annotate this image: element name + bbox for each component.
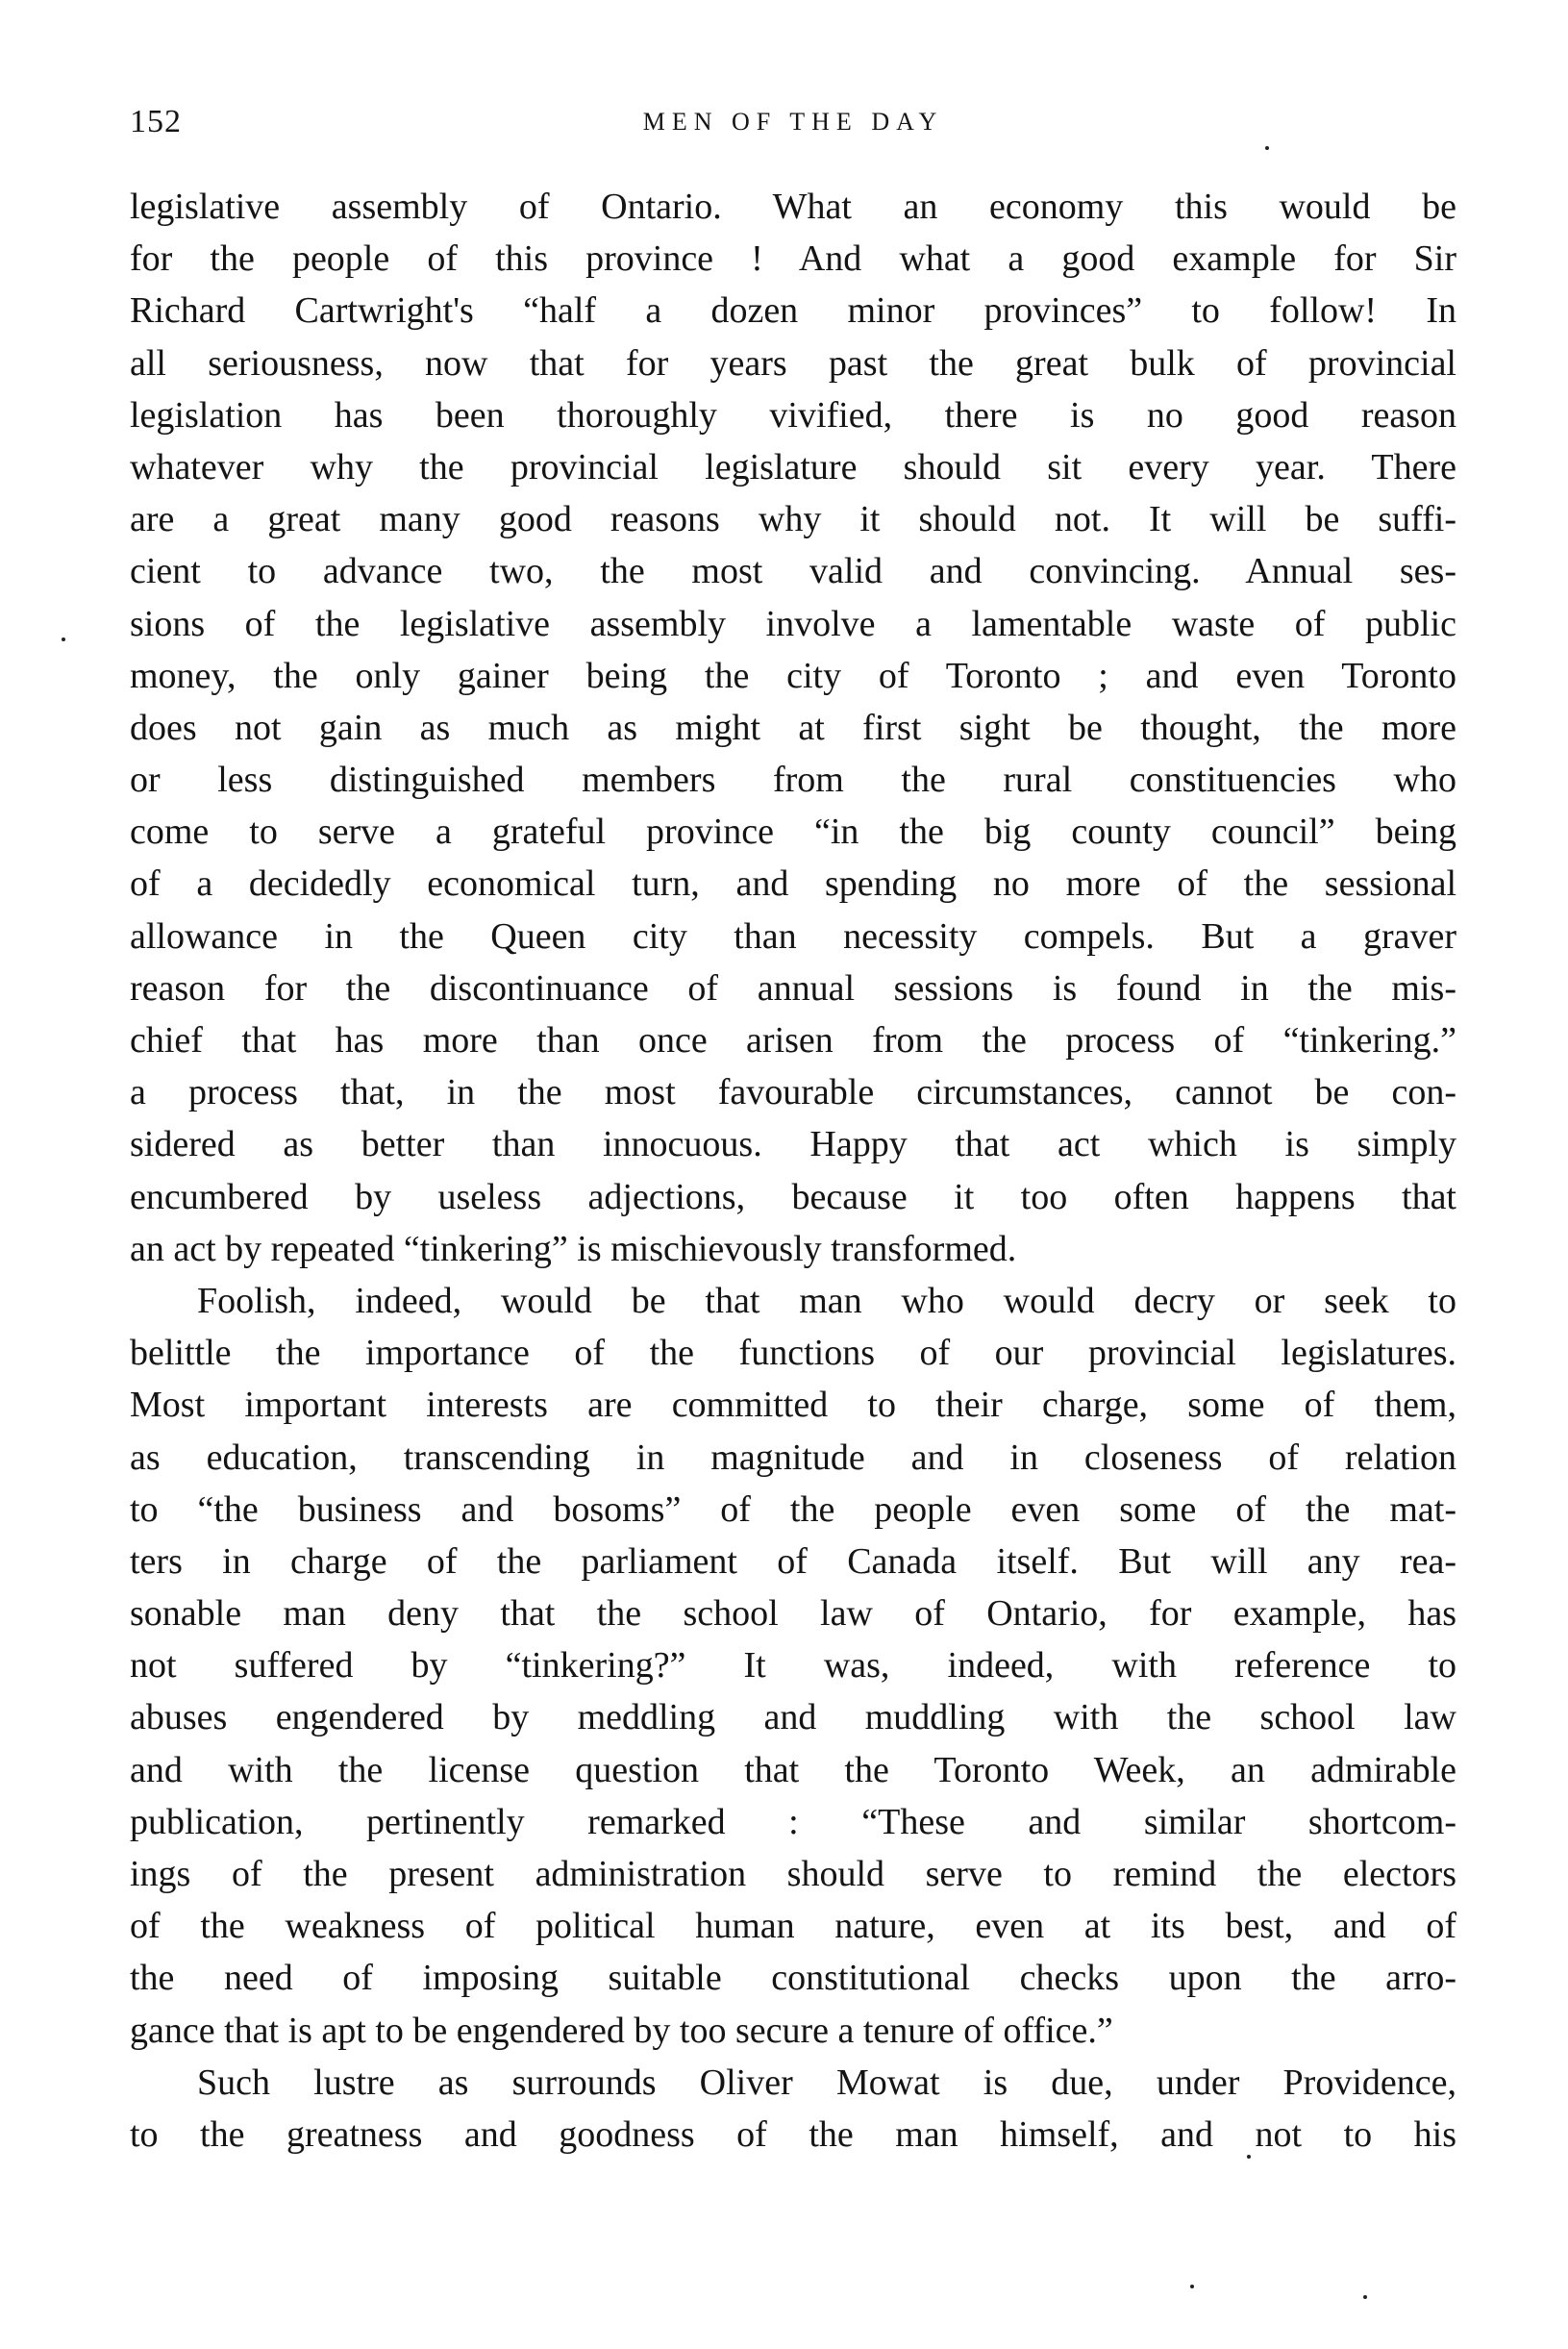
text-line: and with the license question that the Toronto Week, an admirable [130, 1749, 1456, 1790]
text-line: Foolish, indeed, would be that man who would decry or seek to [197, 1280, 1456, 1321]
text-line: legislation has been thoroughly vivified, there is no good reason [130, 394, 1456, 436]
text-line: whatever why the provincial legislature should sit every year. There [130, 446, 1456, 487]
text-line: Most important interests are committed to their charge, some of them, [130, 1385, 1456, 1426]
text-line: cient to advance two, the most valid and convincing. Annual ses- [130, 551, 1456, 592]
text-line: a process that, in the most favourable circumstances, cannot be con- [130, 1072, 1456, 1113]
running-title: MEN OF THE DAY [642, 108, 944, 136]
text-line: Such lustre as surrounds Oliver Mowat is due, under Providence, [197, 2062, 1456, 2103]
print-speck [1190, 2285, 1194, 2288]
print-speck [62, 637, 65, 641]
text-line: chief that has more than once arisen from the process of “tinkering.” [130, 1020, 1456, 1061]
text-line: gance that is apt to be engendered by too secure a tenure of office.” [130, 2010, 1113, 2051]
text-line: abuses engendered by meddling and muddling with the school law [130, 1697, 1456, 1738]
print-speck [1265, 146, 1269, 150]
text-line: sidered as better than innocuous. Happy that act which is simply [130, 1124, 1456, 1165]
text-line: the need of imposing suitable constitutional checks upon the arro- [130, 1958, 1456, 1999]
text-line: of the weakness of political human nature, even at its best, and of [130, 1906, 1456, 1947]
text-line: does not gain as much as might at first sight be thought, the more [130, 707, 1456, 748]
text-line: money, the only gainer being the city of Toronto ; and even Toronto [130, 655, 1456, 696]
print-speck [1247, 2155, 1251, 2159]
body-text [130, 181, 1456, 2161]
paragraph-3 [130, 2057, 1456, 2161]
paragraph-2 [130, 1275, 1456, 2057]
text-line: not suffered by “tinkering?” It was, indeed, with reference to [130, 1645, 1456, 1687]
text-line: sonable man deny that the school law of Ontario, for example, has [130, 1593, 1456, 1635]
text-line: ters in charge of the parliament of Canada itself. But will any rea- [130, 1540, 1456, 1582]
text-line: ings of the present administration should serve to remind the electors [130, 1854, 1456, 1894]
text-line: encumbered by useless adjections, because it too often happens that [130, 1176, 1456, 1217]
print-speck [1363, 2295, 1367, 2299]
text-line: Richard Cartwright's “half a dozen minor provinces” to follow! In [130, 290, 1456, 332]
text-line: are a great many good reasons why it should not. It will be suffi- [130, 499, 1456, 540]
running-head [130, 104, 1456, 162]
text-line: reason for the discontinuance of annual sessions is found in the mis- [130, 967, 1456, 1009]
text-line: to “the business and bosoms” of the people even some of the mat- [130, 1488, 1456, 1530]
page-number: 152 [130, 104, 182, 139]
text-line: come to serve a grateful province “in the big county council” being [130, 812, 1456, 853]
text-line: as education, transcending in magnitude and in closeness of relation [130, 1437, 1456, 1478]
text-line: all seriousness, now that for years past the great bulk of provincial [130, 342, 1456, 384]
text-line: to the greatness and goodness of the man himself, and not to his [130, 2113, 1456, 2155]
text-line: or less distinguished members from the rural constituencies who [130, 760, 1456, 801]
text-line: belittle the importance of the functions of our provincial legislatures. [130, 1333, 1456, 1374]
text-line: allowance in the Queen city than necessity compels. But a graver [130, 915, 1456, 957]
text-line: of a decidedly economical turn, and spending no more of the sessional [130, 863, 1456, 905]
paragraph-1 [130, 181, 1456, 1275]
text-line: an act by repeated “tinkering” is mischievously transformed. [130, 1228, 1017, 1269]
text-line: publication, pertinently remarked : “These and similar shortcom- [130, 1801, 1456, 1842]
text-line: legislative assembly of Ontario. What an economy this would be [130, 187, 1456, 227]
text-line: sions of the legislative assembly involve a lamentable waste of public [130, 603, 1456, 644]
text-line: for the people of this province ! And what a good example for Sir [130, 238, 1456, 280]
